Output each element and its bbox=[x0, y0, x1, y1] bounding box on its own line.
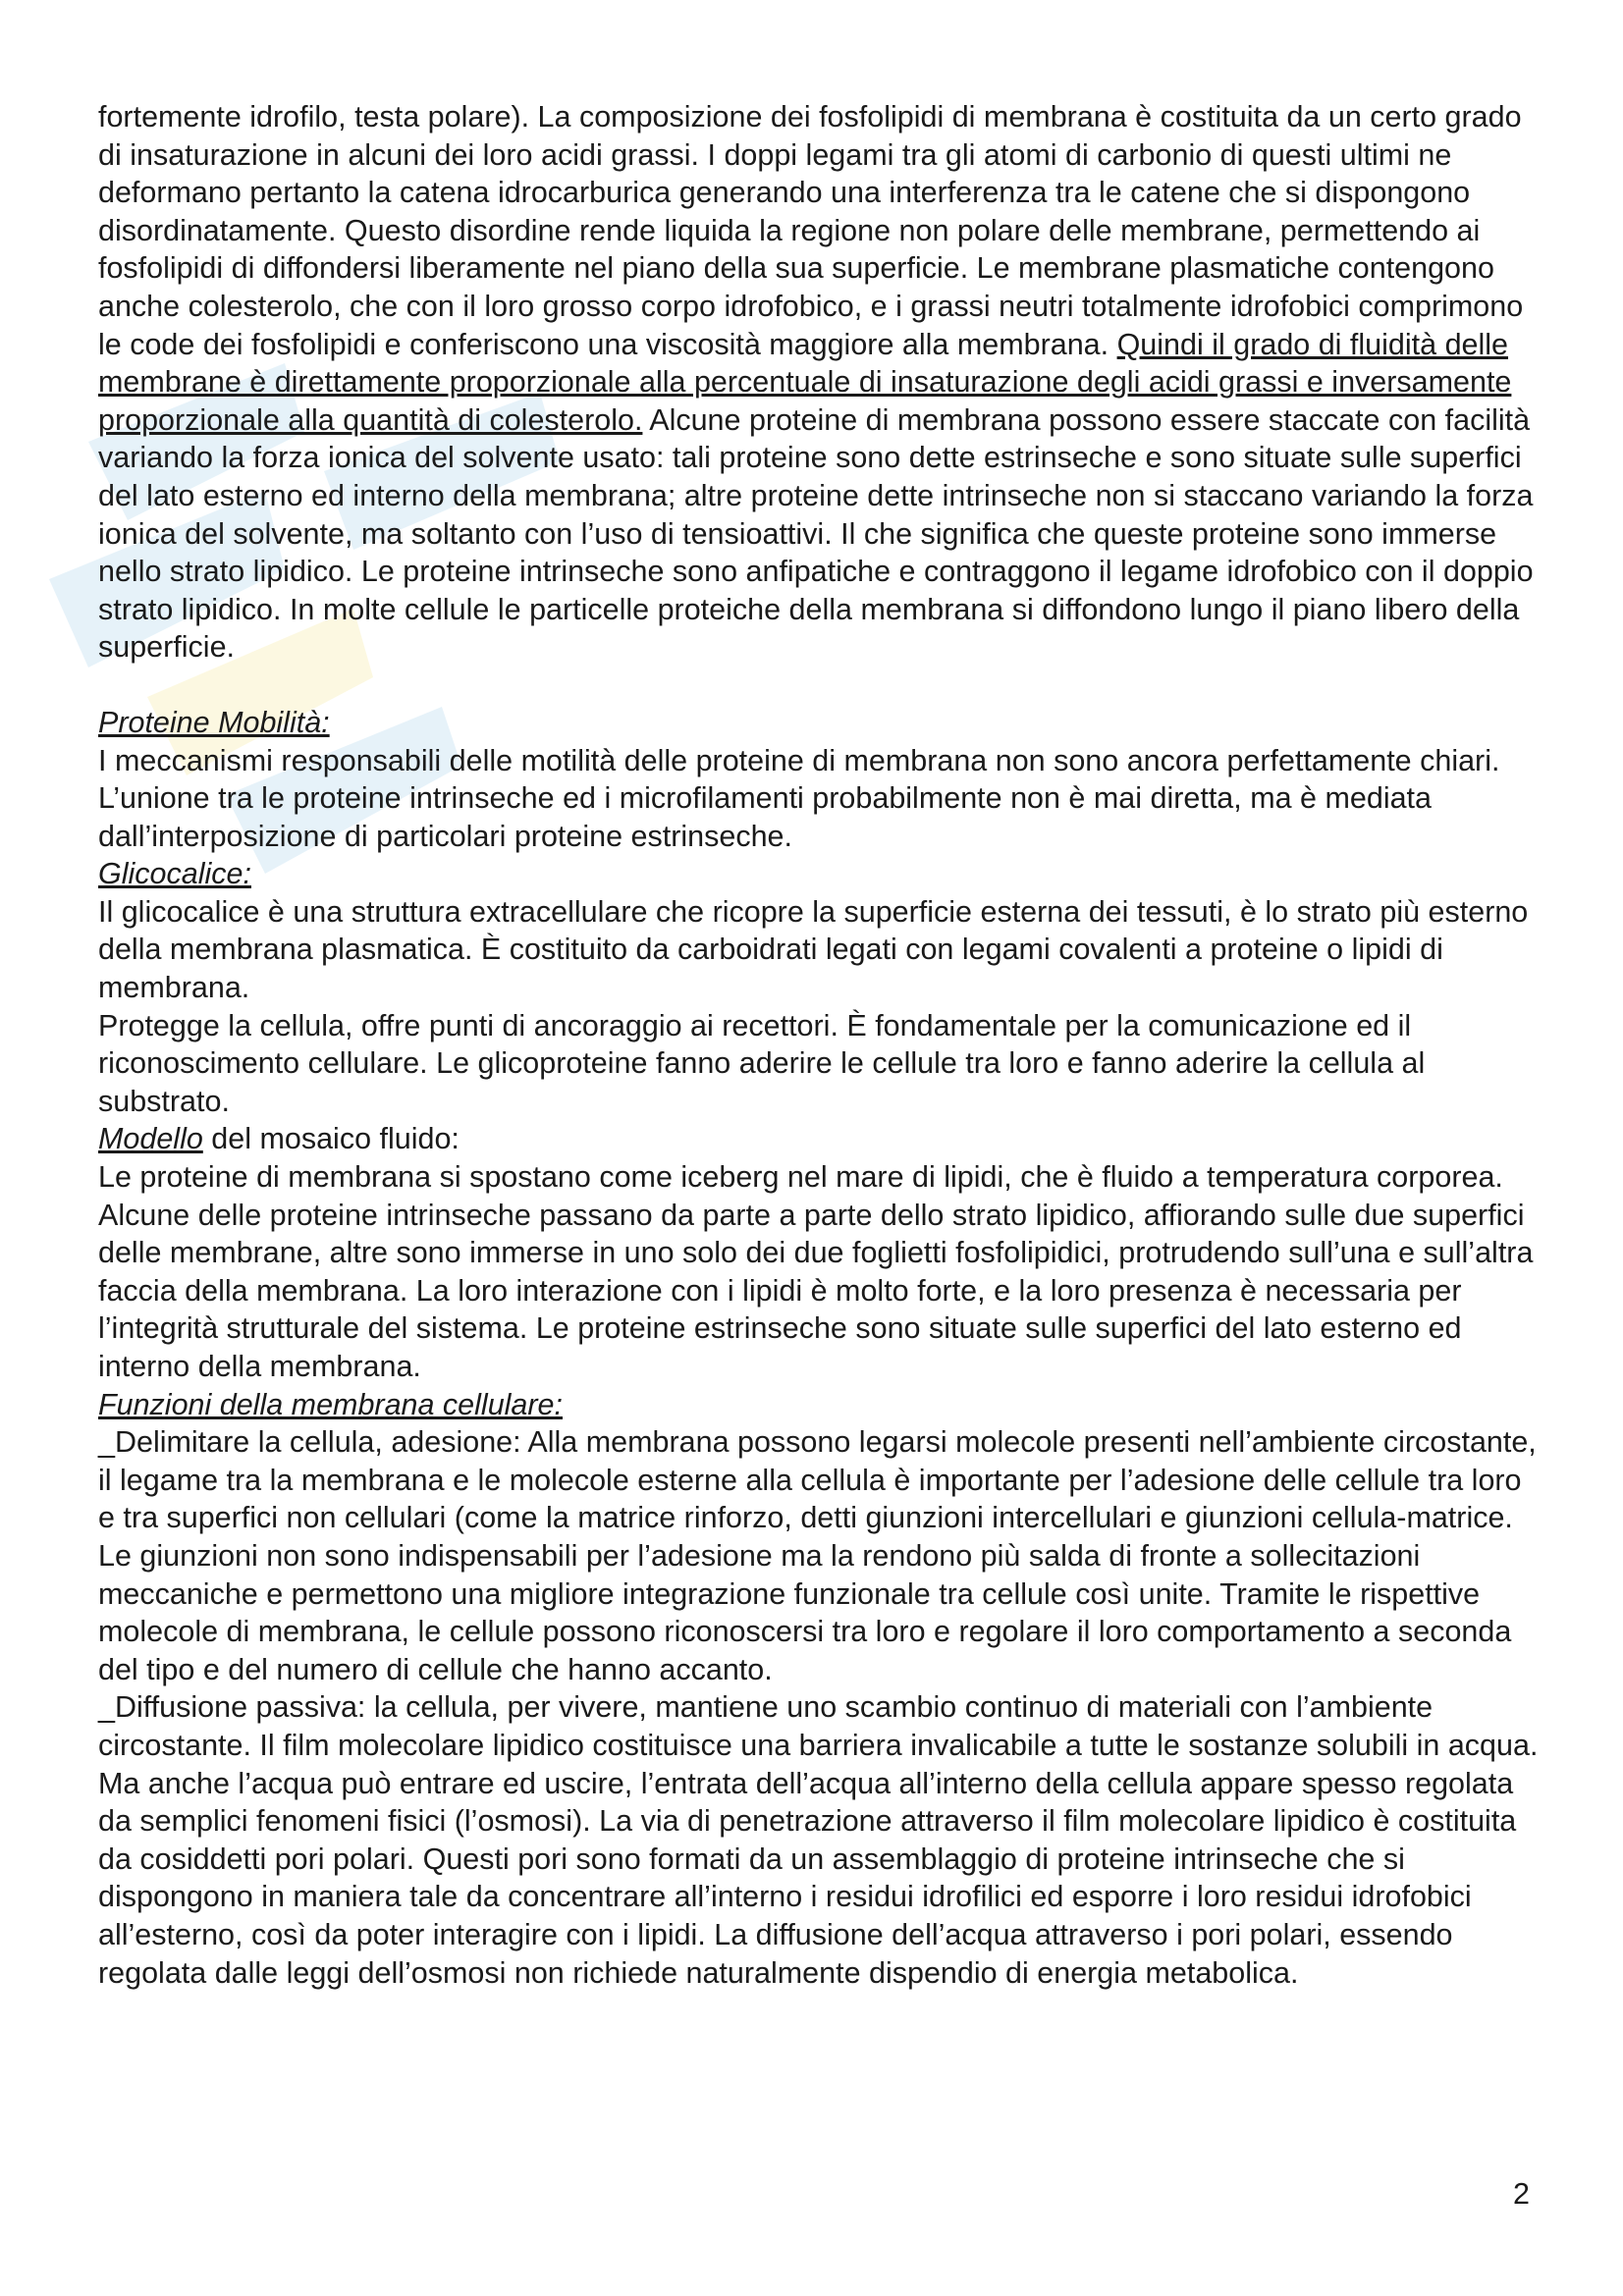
document-body bbox=[98, 98, 1542, 1992]
heading-glicocalice: Glicocalice: bbox=[98, 857, 251, 891]
paragraph-fluidity-part-a: fortemente idrofilo, testa polare). La composizione dei fosfolipidi di membrana è costituita da un certo grado di insaturazione in alcuni dei loro acidi grassi. I doppi legami tra gli atomi di carbonio di questi ultimi ne deformano pertanto la catena idrocarburica generando una interferenza tra le catene che si dispongono disordinatamente. Questo disordine rende liquida la regione non polare delle membrane, permettendo ai fosfolipidi di diffondersi liberamente nel piano della sua superficie. Le membrane plasmatiche contengono anche colesterolo, che con il loro grosso corpo idrofobico, e i grassi neutri totalmente idrofobici comprimono le code dei fosfolipidi e conferiscono una viscosità maggiore alla membrana. bbox=[98, 100, 1524, 361]
paragraph-mosaico-fluido: Le proteine di membrana si spostano come iceberg nel mare di lipidi, che è fluido a temperatura corporea. Alcune delle proteine intrinseche passano da parte a parte dello strato lipidico, affiorando sulle due superfici delle membrane, altre sono immerse in uno solo dei due foglietti fosfolipidici, protrudendo sull’una e sull’altra faccia della membrana. La loro interazione con i lipidi è molto forte, e la loro presenza è necessaria per l’integrità strutturale del sistema. Le proteine estrinseche sono situate sulle superfici del lato esterno ed interno della membrana. bbox=[98, 1160, 1534, 1383]
heading-modello-rest: del mosaico fluido: bbox=[202, 1122, 460, 1156]
paragraph-unione: L’unione tra le proteine intrinseche ed i microfilamenti probabilmente non è mai diretta, ma è mediata dall’interposizione di particolari proteine estrinseche. bbox=[98, 781, 1432, 853]
paragraph-fluidity bbox=[98, 98, 1542, 667]
paragraph-motilita: I meccanismi responsabili delle motilità delle proteine di membrana non sono ancora perfettamente chiari. bbox=[98, 743, 1500, 777]
heading-modello bbox=[98, 1120, 1542, 1158]
heading-modello-word: Modello bbox=[98, 1122, 203, 1156]
paragraph-diffusione: _Diffusione passiva: la cellula, per vivere, mantiene uno scambio continuo di materiali con l’ambiente circostante. Il film molecolare lipidico costituisce una barriera invalicabile a tutte le sostanze solubili in acqua. Ma anche l’acqua può entrare ed uscire, l’entrata dell’acqua all’interno della cellula appare spesso regolata da semplici fenomeni fisici (l’osmosi). La via di penetrazione attraverso il film molecolare lipidico è costituita da cosiddetti pori polari. Questi pori sono formati da un assemblaggio di proteine intrinseche che si dispongono in maniera tale da concentrare all’interno i residui idrofilici ed esporre i loro residui idrofobici all’esterno, così da poter interagire con i lipidi. La diffusione dell’acqua attraverso i pori polari, essendo regolata dalle leggi dell’osmosi non richiede naturalmente dispendio di energia metabolica. bbox=[98, 1690, 1539, 1990]
heading-proteine-mobilita: Proteine Mobilità: bbox=[98, 705, 330, 739]
paragraph-delimitare: _Delimitare la cellula, adesione: Alla membrana possono legarsi molecole presenti nell’ambiente circostante, il legame tra la membrana e le molecole esterne alla cellula è importante per l’adesione delle cellule tra loro e tra superfici non cellulari (come la matrice rinforzo, detti giunzioni intercellulari e giunzioni cellula-matrice. Le giunzioni non sono indispensabili per l’adesione ma la rendono più salda di fronte a sollecitazioni meccaniche e permettono una migliore integrazione funzionale tra cellule così unite. Tramite le rispettive molecole di membrana, le cellule possono riconoscersi tra loro e regolare il loro comportamento a seconda del tipo e del numero di cellule che hanno accanto. bbox=[98, 1425, 1537, 1686]
heading-funzioni: Funzioni della membrana cellulare: bbox=[98, 1387, 563, 1421]
paragraph-glicocalice-definition: Il glicocalice è una struttura extracellulare che ricopre la superficie esterna dei tessuti, è lo strato più esterno della membrana plasmatica. È costituito da carboidrati legati con legami covalenti a proteine o lipidi di membrana. bbox=[98, 894, 1529, 1005]
paragraph-fluidity-part-b: Alcune proteine di membrana possono essere staccate con facilità variando la forza ionica del solvente usato: tali proteine sono dette estrinseche e sono situate sulle superfici del lato esterno ed interno della membrana; altre proteine dette intrinseche non si staccano variando la forza ionica del solvente, ma soltanto con l’uso di tensioattivi. Il che significa che queste proteine sono immerse nello strato lipidico. Le proteine intrinseche sono anfipatiche e contraggono il legame idrofobico con il doppio strato lipidico. In molte cellule le particelle proteiche della membrana si diffondono lungo il piano libero della superficie. bbox=[98, 402, 1534, 665]
page-number: 2 bbox=[1513, 2177, 1530, 2211]
underlined-conclusion: Quindi il grado di fluidità delle membrane è direttamente proporzionale alla percentuale di insaturazione degli acidi grassi e inversamente proporzionale alla quantità di colesterolo. bbox=[98, 327, 1512, 437]
paragraph-glicocalice-functions: Protegge la cellula, offre punti di ancoraggio ai recettori. È fondamentale per la comunicazione ed il riconoscimento cellulare. Le glicoproteine fanno aderire le cellule tra loro e fanno aderire la cellula al substrato. bbox=[98, 1008, 1426, 1118]
